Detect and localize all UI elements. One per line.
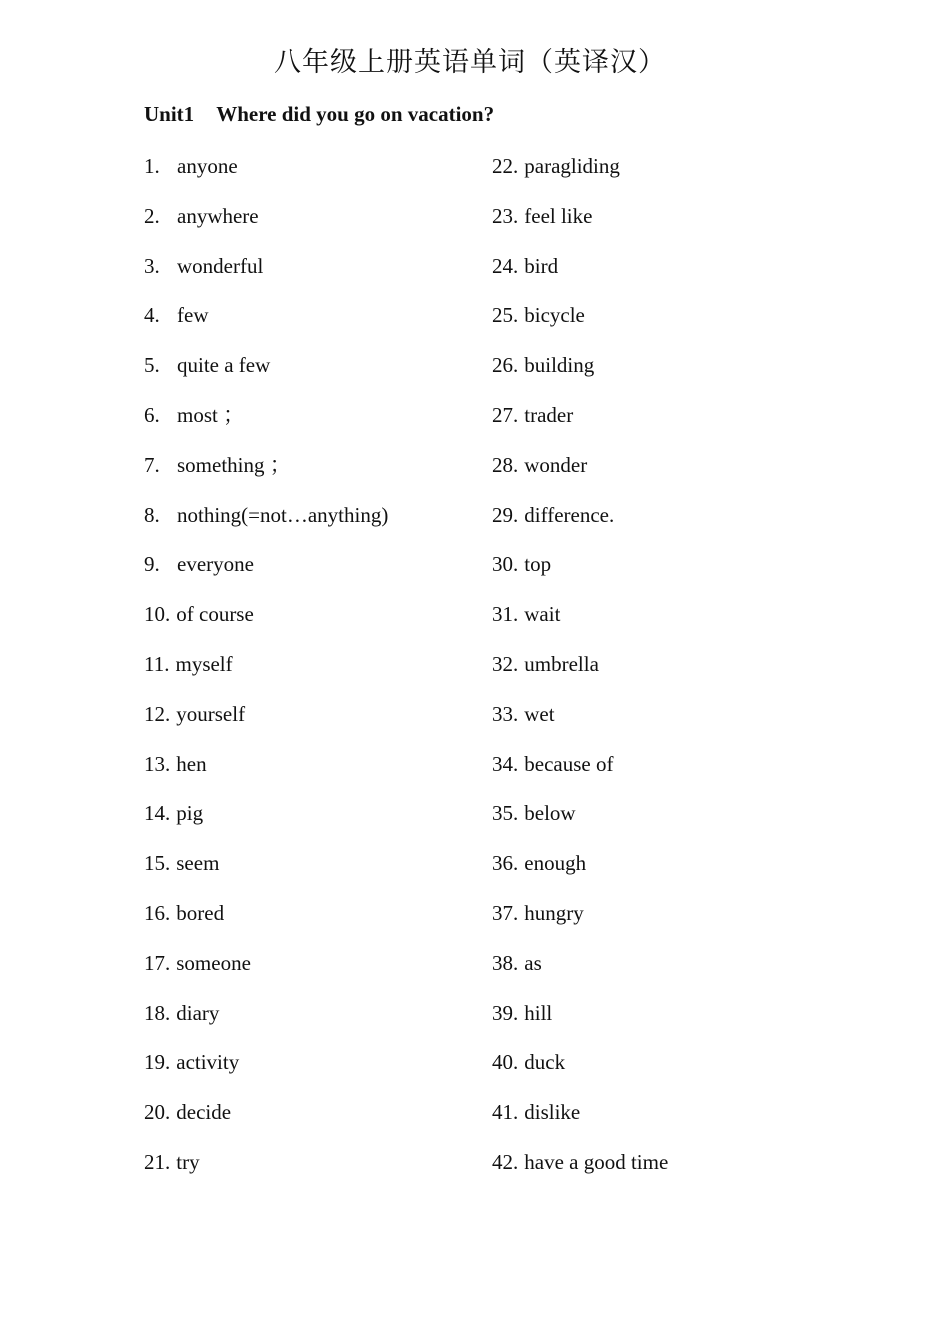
word-number: 22. bbox=[492, 154, 519, 178]
word-item bbox=[144, 749, 474, 799]
word-number: 13. bbox=[144, 751, 171, 776]
word-text: wait bbox=[524, 602, 561, 627]
word-item bbox=[492, 948, 822, 998]
word-text: bicycle bbox=[524, 303, 585, 328]
word-item bbox=[492, 1147, 822, 1197]
word-item bbox=[144, 549, 474, 599]
word-item bbox=[492, 649, 822, 699]
word-text: feel like bbox=[524, 203, 593, 228]
word-number: 11. bbox=[144, 651, 170, 676]
word-text: top bbox=[524, 552, 552, 577]
word-item bbox=[144, 699, 474, 749]
word-text: anyone bbox=[177, 154, 238, 178]
word-item bbox=[492, 251, 822, 301]
word-number: 26. bbox=[492, 353, 519, 378]
word-number: 3. bbox=[144, 253, 160, 278]
word-number: 12. bbox=[144, 701, 171, 726]
word-number: 41. bbox=[492, 1100, 519, 1125]
page-title: 八年级上册英语单词（英译汉） bbox=[274, 47, 666, 78]
word-number: 42. bbox=[492, 1149, 519, 1174]
word-text: hungry bbox=[524, 900, 584, 925]
word-text: bird bbox=[524, 253, 559, 278]
word-text: because of bbox=[524, 751, 614, 776]
word-text: quite a few bbox=[177, 353, 271, 378]
word-item bbox=[492, 500, 822, 550]
word-item bbox=[144, 649, 474, 699]
word-text: everyone bbox=[177, 552, 254, 577]
word-text: difference. bbox=[524, 502, 615, 527]
word-text: umbrella bbox=[524, 651, 599, 676]
word-item bbox=[492, 1047, 822, 1097]
word-text: wonderful bbox=[177, 253, 264, 278]
word-number: 33. bbox=[492, 701, 519, 726]
word-text: nothing(=not…anything) bbox=[177, 502, 389, 527]
word-number: 4. bbox=[144, 303, 160, 328]
word-number: 9. bbox=[144, 552, 160, 577]
word-text: decide bbox=[176, 1100, 232, 1125]
word-text: few bbox=[177, 303, 209, 328]
word-item bbox=[144, 400, 474, 450]
word-text: myself bbox=[175, 651, 233, 676]
word-number: 14. bbox=[144, 801, 171, 826]
word-item bbox=[144, 251, 474, 301]
word-text: duck bbox=[524, 1050, 566, 1075]
word-item bbox=[492, 549, 822, 599]
word-item bbox=[492, 151, 822, 201]
word-item bbox=[144, 201, 474, 251]
word-item bbox=[492, 599, 822, 649]
word-number: 16. bbox=[144, 900, 171, 925]
word-item bbox=[492, 898, 822, 948]
word-item bbox=[144, 948, 474, 998]
word-number: 24. bbox=[492, 253, 519, 278]
word-number: 21. bbox=[144, 1149, 171, 1174]
word-text: enough bbox=[524, 851, 587, 876]
word-number: 18. bbox=[144, 1000, 171, 1025]
word-number: 35. bbox=[492, 801, 519, 826]
word-item bbox=[492, 300, 822, 350]
word-item bbox=[492, 1097, 822, 1147]
word-number: 39. bbox=[492, 1000, 519, 1025]
word-item bbox=[144, 151, 474, 201]
word-list-right bbox=[492, 151, 822, 1197]
word-item bbox=[144, 998, 474, 1048]
word-text: most ； bbox=[177, 402, 245, 427]
word-number: 19. bbox=[144, 1050, 171, 1075]
word-number: 27. bbox=[492, 402, 519, 427]
word-list-left bbox=[144, 151, 474, 1197]
word-text: bored bbox=[176, 900, 225, 925]
word-number: 31. bbox=[492, 602, 519, 627]
word-item bbox=[144, 898, 474, 948]
word-text: diary bbox=[176, 1000, 220, 1025]
word-text: paragliding bbox=[524, 154, 620, 178]
word-item bbox=[144, 848, 474, 898]
word-item bbox=[492, 798, 822, 848]
word-number: 6. bbox=[144, 402, 160, 427]
word-item bbox=[492, 998, 822, 1048]
word-number: 8. bbox=[144, 502, 160, 527]
word-text: try bbox=[176, 1149, 200, 1174]
word-text: dislike bbox=[524, 1100, 581, 1125]
word-item bbox=[144, 599, 474, 649]
word-text: someone bbox=[176, 950, 251, 975]
word-number: 28. bbox=[492, 452, 519, 477]
word-item bbox=[144, 350, 474, 400]
word-item bbox=[492, 848, 822, 898]
word-item bbox=[492, 350, 822, 400]
word-number: 29. bbox=[492, 502, 519, 527]
word-number: 10. bbox=[144, 602, 171, 627]
word-number: 30. bbox=[492, 552, 519, 577]
word-number: 15. bbox=[144, 851, 171, 876]
word-item bbox=[144, 500, 474, 550]
word-number: 37. bbox=[492, 900, 519, 925]
word-text: below bbox=[524, 801, 576, 826]
word-item bbox=[144, 450, 474, 500]
word-text: hill bbox=[524, 1000, 553, 1025]
unit-number: Unit1 bbox=[144, 102, 195, 126]
word-number: 7. bbox=[144, 452, 160, 477]
word-item bbox=[144, 1097, 474, 1147]
word-number: 20. bbox=[144, 1100, 171, 1125]
word-item bbox=[492, 749, 822, 799]
word-number: 25. bbox=[492, 303, 519, 328]
word-number: 1. bbox=[144, 154, 160, 178]
word-text: anywhere bbox=[177, 203, 259, 228]
word-number: 36. bbox=[492, 851, 519, 876]
word-number: 2. bbox=[144, 203, 160, 228]
word-number: 40. bbox=[492, 1050, 519, 1075]
word-number: 38. bbox=[492, 950, 519, 975]
word-text: of course bbox=[176, 602, 254, 627]
word-item bbox=[144, 300, 474, 350]
word-item bbox=[144, 1047, 474, 1097]
word-item bbox=[492, 400, 822, 450]
word-number: 32. bbox=[492, 651, 519, 676]
word-text: building bbox=[524, 353, 595, 378]
word-number: 34. bbox=[492, 751, 519, 776]
word-text: something ； bbox=[177, 452, 291, 477]
word-text: wonder bbox=[524, 452, 588, 477]
unit-heading bbox=[144, 102, 494, 127]
word-number: 23. bbox=[492, 203, 519, 228]
word-number: 5. bbox=[144, 353, 160, 378]
word-text: as bbox=[524, 950, 542, 975]
word-item bbox=[144, 1147, 474, 1197]
word-item bbox=[492, 201, 822, 251]
word-text: pig bbox=[176, 801, 204, 826]
word-number: 17. bbox=[144, 950, 171, 975]
word-item bbox=[144, 798, 474, 848]
word-text: hen bbox=[176, 751, 207, 776]
word-text: seem bbox=[176, 851, 220, 876]
word-item bbox=[492, 450, 822, 500]
word-item bbox=[492, 699, 822, 749]
word-text: trader bbox=[524, 402, 574, 427]
word-text: wet bbox=[524, 701, 555, 726]
word-text: have a good time bbox=[524, 1149, 669, 1174]
word-text: activity bbox=[176, 1050, 240, 1075]
word-text: yourself bbox=[176, 701, 246, 726]
unit-title: Where did you go on vacation? bbox=[216, 102, 495, 126]
